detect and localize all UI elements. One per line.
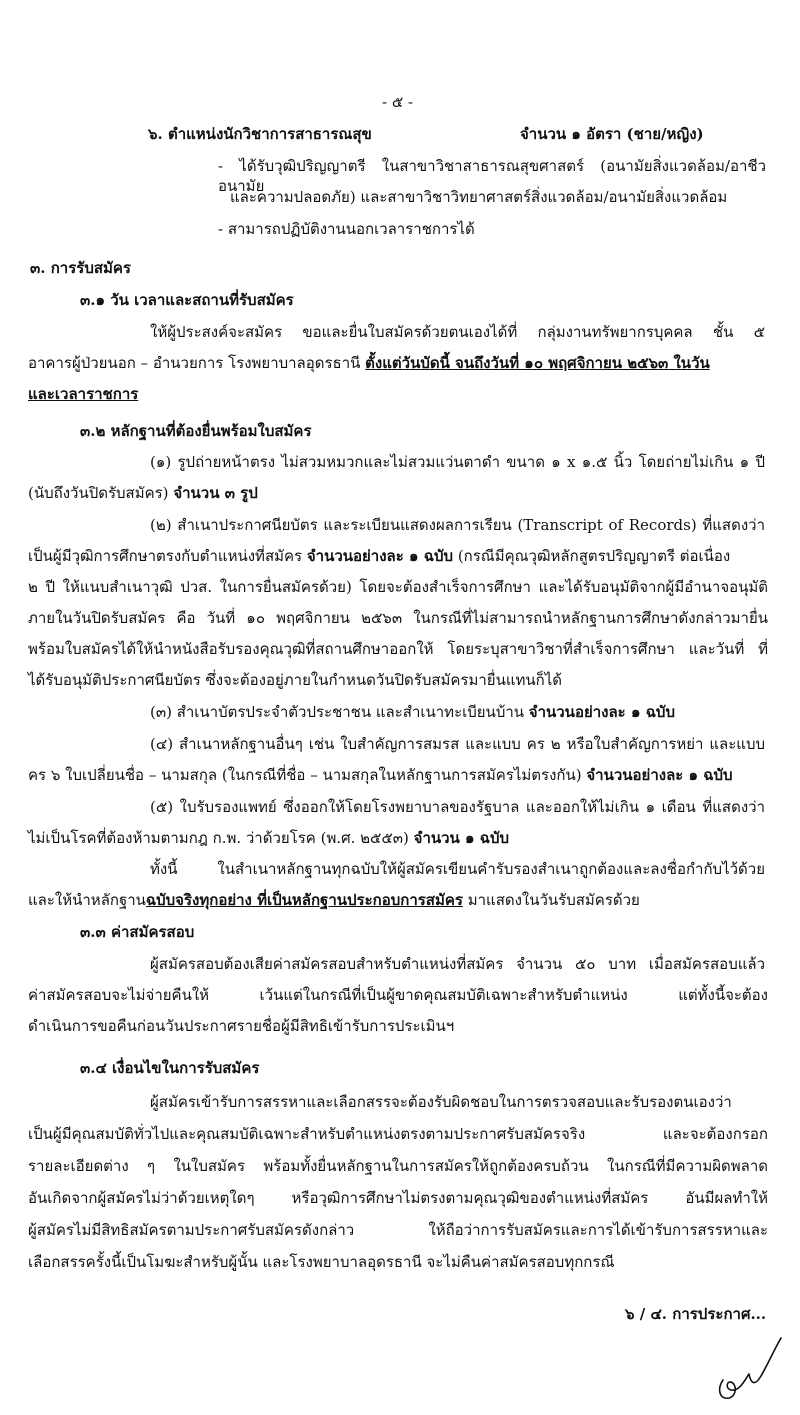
text: มาแสดงในวันรับสมัครด้วย [467, 891, 640, 909]
signature-initial [715, 1330, 785, 1405]
section-3-2-item-5: (๕) ใบรับรองแพทย์ ซึ่งออกให้โดยโรงพยาบาลของรัฐบาล และออกให้ไม่เกิน ๑ เดือน ที่แสดงว่า [150, 798, 765, 816]
section-3-3-text: ดำเนินการขอคืนก่อนวันประกาศรายชื่อผู้มีสิทธิเข้ารับการประเมินฯ [28, 1017, 455, 1035]
section-3-2-item-1-cont [28, 483, 258, 503]
quantity: จำนวน ๓ รูป [173, 484, 258, 502]
section-3-1-text: ให้ผู้ประสงค์จะสมัคร ขอและยื่นใบสมัครด้วยตนเองได้ที่ กลุ่มงานทรัพยากรบุคคล ชั้น ๕ [150, 323, 765, 341]
continuation-note: ๖ / ๔. การประกาศ... [625, 1305, 767, 1323]
section-3-2-item-2-cont: ๒ ปี ให้แนบสำเนาวุฒิ ปวส. ในการยื่นสมัครด้วย) โดยจะต้องสำเร็จการศึกษา และได้รับอนุมัติจากผู้มีอำนาจอนุมัติ [28, 578, 768, 596]
text: (๓) สำเนาบัตรประจำตัวประชาชน และสำเนาทะเบียนบ้าน [150, 703, 525, 721]
section-3-1-text [28, 353, 768, 373]
section-3-3-heading: ๓.๓ ค่าสมัครสอบ [80, 923, 195, 941]
text: (กรณีมีคุณวุฒิหลักสูตรปริญญาตรี ต่อเนื่อง [457, 547, 731, 565]
position-6-qualification-line: - สามารถปฏิบัติงานนอกเวลาราชการได้ [218, 220, 475, 238]
section-3-4-text: ผู้สมัครไม่มีสิทธิสมัครตามประกาศรับสมัครดังกล่าว ให้ถือว่าการรับสมัครและการได้เข้ารับการสรรหาและ [28, 1221, 768, 1239]
quantity: จำนวนอย่างละ ๑ ฉบับ [586, 766, 733, 784]
quantity: จำนวนอย่างละ ๑ ฉบับ [528, 703, 675, 721]
section-3-3-text: ผู้สมัครสอบต้องเสียค่าสมัครสอบสำหรับตำแหน่งที่สมัคร จำนวน ๕๐ บาท เมื่อสมัครสอบแล้ว [150, 955, 765, 973]
section-3-2-item-2-cont: พร้อมใบสมัครได้ให้นำหนังสือรับรองคุณวุฒิที่สถานศึกษาออกให้ โดยระบุสาขาวิชาที่สำเร็จการศึกษา และวันที่ ที่ [28, 640, 768, 658]
section-3-1-deadline: ตั้งแต่วันบัดนี้ จนถึงวันที่ ๑๐ พฤศจิกายน ๒๕๖๓ ในวัน [365, 354, 710, 372]
section-3-1-location: อาคารผู้ป่วยนอก – อำนวยการ โรงพยาบาลอุดรธานี [28, 354, 361, 372]
section-3-2-item-2-cont: ภายในวันปิดรับสมัคร คือ วันที่ ๑๐ พฤศจิกายน ๒๕๖๓ ในกรณีที่ไม่สามารถนำหลักฐานการศึกษาดังกล่าวมายื่น [28, 609, 768, 627]
section-3-2-note: ทั้งนี้ ในสำเนาหลักฐานทุกฉบับให้ผู้สมัครเขียนคำรับรองสำเนาถูกต้องและลงชื่อกำกับไว้ด้วย [150, 860, 765, 878]
text: ไม่เป็นโรคที่ต้องห้ามตามกฎ ก.พ. ว่าด้วยโรค (พ.ศ. ๒๕๕๓) [28, 829, 409, 847]
section-3-4-text: ผู้สมัครเข้ารับการสรรหาและเลือกสรรจะต้องรับผิดชอบในการตรวจสอบและรับรองตนเองว่า [150, 1093, 732, 1111]
quantity: จำนวนอย่างละ ๑ ฉบับ [306, 547, 454, 565]
section-3-4-text: เลือกสรรครั้งนี้เป็นโมฆะสำหรับผู้นั้น และโรงพยาบาลอุดรธานี จะไม่คืนค่าสมัครสอบทุกกรณี [28, 1253, 615, 1271]
section-3-2-item-5-cont [28, 828, 509, 848]
section-3-4-text: เป็นผู้มีคุณสมบัติทั่วไปและคุณสมบัติเฉพาะสำหรับตำแหน่งตรงตามประกาศรับสมัครจริง และจะต้องกรอก [28, 1125, 768, 1143]
section-3-2-item-4-cont [28, 765, 733, 785]
section-3-2-item-2: (๒) สำเนาประกาศนียบัตร และระเบียนแสดงผลการเรียน (Transcript of Records) ที่แสดงว่า [150, 516, 765, 534]
section-3-2-item-2-cont: ได้รับอนุมัติประกาศนียบัตร ซึ่งจะต้องอยู่ภายในกำหนดวันปิดรับสมัครมายื่นแทนก็ได้ [28, 671, 563, 689]
text: (นับถึงวันปิดรับสมัคร) [28, 484, 169, 502]
section-3-2-item-4: (๔) สำเนาหลักฐานอื่นๆ เช่น ใบสำคัญการสมรส และแบบ คร ๒ หรือใบสำคัญการหย่า และแบบ [150, 735, 765, 753]
section-3-1-heading: ๓.๑ วัน เวลาและสถานที่รับสมัคร [80, 291, 294, 309]
text: คร ๖ ใบเปลี่ยนชื่อ – นามสกุล (ในกรณีที่ชื่อ – นามสกุลในหลักฐานการสมัครไม่ตรงกัน) [28, 766, 582, 784]
section-3-4-heading: ๓.๔ เงื่อนไขในการรับสมัคร [80, 1059, 260, 1077]
section-3-2-heading: ๓.๒ หลักฐานที่ต้องยื่นพร้อมใบสมัคร [80, 422, 312, 440]
section-3-2-item-1: (๑) รูปถ่ายหน้าตรง ไม่สวมหมวกและไม่สวมแว่นตาดำ ขนาด ๑ x ๑.๕ นิ้ว โดยถ่ายไม่เกิน ๑ ปี [150, 453, 765, 471]
position-6-qualification-line: - ได้รับวุฒิปริญญาตรี ในสาขาวิชาสาธารณสุขศาสตร์ (อนามัยสิ่งแวดล้อม/อาชีวอนามัย [218, 157, 766, 195]
section-3-3-text: ค่าสมัครสอบจะไม่จ่ายคืนให้ เว้นแต่ในกรณีที่เป็นผู้ขาดคุณสมบัติเฉพาะสำหรับตำแหน่ง แต่ทั้งนี้จะต้อง [28, 986, 768, 1004]
section-3-heading: ๓. การรับสมัคร [30, 259, 131, 277]
page-number: - ๕ - [382, 93, 414, 111]
section-3-1-deadline-cont: และเวลาราชการ [28, 385, 139, 403]
position-6-count: จำนวน ๑ อัตรา (ชาย/หญิง) [520, 125, 704, 143]
text: และให้นำหลักฐาน [28, 891, 146, 909]
position-6-qualification-line: และความปลอดภัย) และสาขาวิชาวิทยาศาสตร์สิ่งแวดล้อม/อนามัยสิ่งแวดล้อม [230, 188, 728, 206]
emphasis: ฉบับจริงทุกอย่าง ที่เป็นหลักฐานประกอบการสมัคร [145, 891, 463, 909]
section-3-4-text: รายละเอียดต่าง ๆ ในใบสมัคร พร้อมทั้งยื่นหลักฐานในการสมัครให้ถูกต้องครบถ้วน ในกรณีที่มีความผิดพลาด [28, 1157, 768, 1175]
section-3-4-text: อันเกิดจากผู้สมัครไม่ว่าด้วยเหตุใดๆ หรือวุฒิการศึกษาไม่ตรงตามคุณวุฒิของตำแหน่งที่สมัคร อันมีผลทำให้ [28, 1189, 768, 1207]
quantity: จำนวน ๑ ฉบับ [413, 829, 510, 847]
section-3-2-item-2-cont [28, 546, 768, 566]
position-6-heading: ๖. ตำแหน่งนักวิชาการสาธารณสุข [148, 125, 372, 143]
section-3-2-item-3 [150, 702, 675, 722]
section-3-2-note-cont [28, 890, 640, 910]
text: เป็นผู้มีวุฒิการศึกษาตรงกับตำแหน่งที่สมัคร [28, 547, 303, 565]
